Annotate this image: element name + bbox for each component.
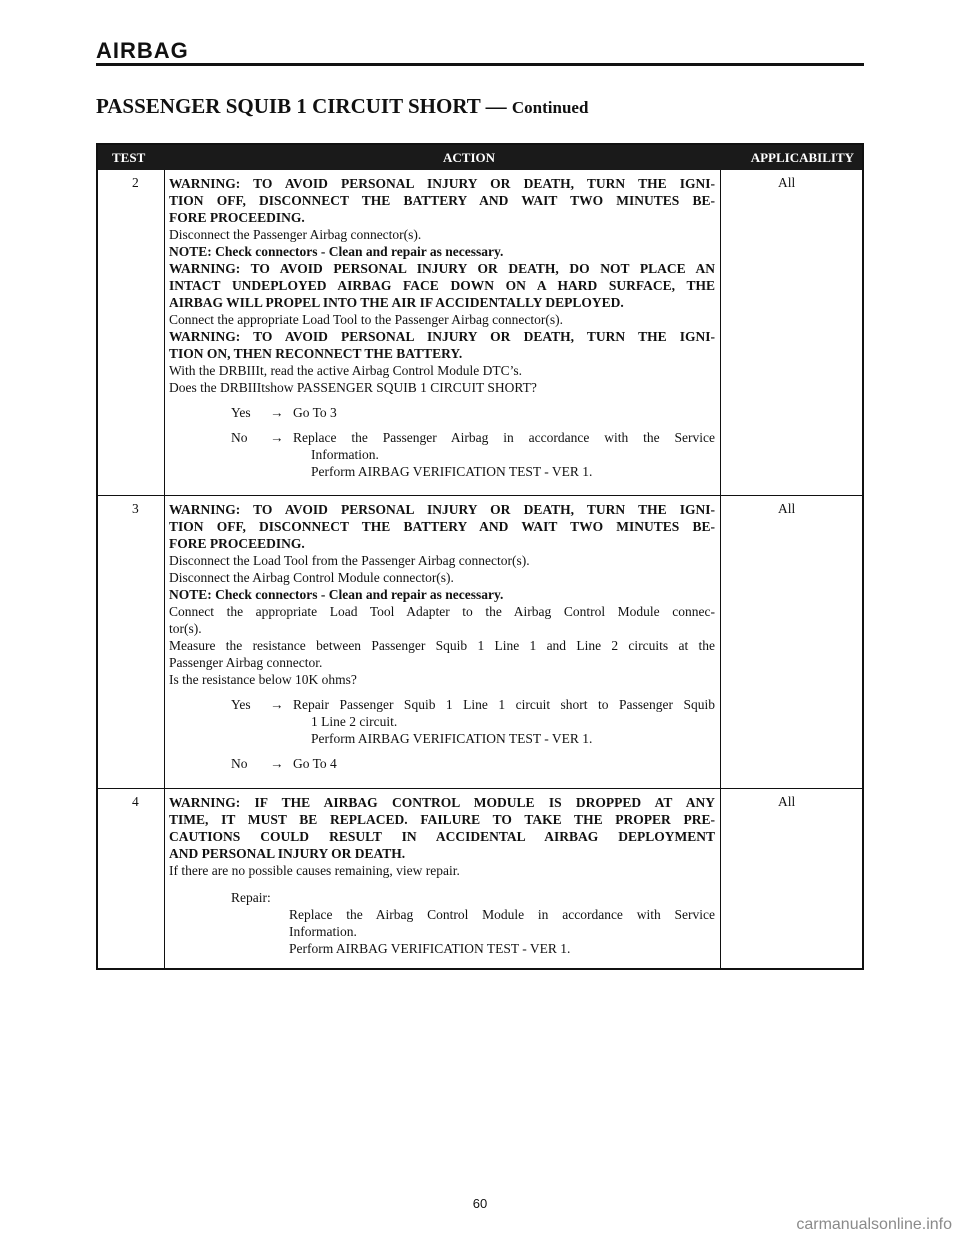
answer-label: No [231,430,248,445]
test-number: 2 [132,175,139,190]
column-divider [164,170,165,968]
answer-option [169,755,715,772]
repair-label: Repair: [231,890,271,905]
answer-result [293,755,715,772]
arrow-icon: → [270,697,284,712]
warning-line: FORE PROCEEDING. [169,210,305,225]
arrow-icon: → [270,756,284,771]
action-text [169,501,715,772]
warning-line: WARNING: IF THE AIRBAG CONTROL MODULE IS DROPPED AT ANY [169,795,715,810]
instruction-line: With the DRBIIIt, read the active Airbag Control Module DTC’s. [169,363,523,378]
arrow-icon: → [270,405,284,420]
instruction-line: Measure the resistance between Passenger Squib 1 Line 1 and Line 2 circuits at the [169,638,715,653]
result-line: Repair Passenger Squib 1 Line 1 circuit short to Passenger Squib [293,697,715,712]
warning-line: TION ON, THEN RECONNECT THE BATTERY. [169,346,463,361]
test-number: 4 [132,794,139,809]
instruction-line: Disconnect the Passenger Airbag connector(s). [169,227,422,242]
watermark: carmanualsonline.info [796,1216,952,1233]
repair-result [289,906,715,957]
row-divider [98,495,862,496]
instruction-line: tor(s). [169,621,202,636]
arrow-icon: → [270,430,284,445]
result-line: Perform AIRBAG VERIFICATION TEST - VER 1. [289,941,571,956]
result-line: Perform AIRBAG VERIFICATION TEST - VER 1. [311,731,593,746]
column-header-applicability: APPLICABILITY [750,150,854,165]
warning-line: WARNING: TO AVOID PERSONAL INJURY OR DEATH, DO NOT PLACE AN [169,261,715,276]
diagnostic-table [96,143,864,970]
header-rule [96,63,864,66]
result-line: Go To 3 [293,405,337,420]
answer-label: Yes [231,405,251,420]
answer-label: Yes [231,697,251,712]
answer-result [293,696,715,747]
warning-line: NOTE: Check connectors - Clean and repair as necessary. [169,244,504,259]
repair-block [169,889,715,957]
result-line: Perform AIRBAG VERIFICATION TEST - VER 1. [311,464,593,479]
action-text [169,794,715,957]
warning-line: WARNING: TO AVOID PERSONAL INJURY OR DEATH, TURN THE IGNI- [169,176,715,191]
column-header-action: ACTION [443,150,496,165]
page-title [96,94,588,119]
answer-option [169,404,715,421]
page-title-text: PASSENGER SQUIB 1 CIRCUIT SHORT — [96,94,507,118]
instruction-line: Does the DRBIIItshow PASSENGER SQUIB 1 CIRCUIT SHORT? [169,380,537,395]
instruction-line: Disconnect the Airbag Control Module connector(s). [169,570,454,585]
column-header-test: TEST [112,150,146,165]
applicability-value: All [778,501,796,516]
warning-line: AIRBAG WILL PROPEL INTO THE AIR IF ACCIDENTALLY DEPLOYED. [169,295,624,310]
instruction-line: Disconnect the Load Tool from the Passenger Airbag connector(s). [169,553,530,568]
applicability-value: All [778,794,796,809]
instruction-line: Connect the appropriate Load Tool Adapter to the Airbag Control Module connec- [169,604,715,619]
page-number: 60 [472,1196,488,1211]
instruction-line: If there are no possible causes remaining, view repair. [169,863,460,878]
table-header [98,145,862,170]
answer-label: No [231,756,248,771]
warning-line: TION OFF, DISCONNECT THE BATTERY AND WAIT TWO MINUTES BE- [169,193,715,208]
warning-line: WARNING: TO AVOID PERSONAL INJURY OR DEATH, TURN THE IGNI- [169,329,715,344]
result-line: 1 Line 2 circuit. [311,714,398,729]
warning-line: FORE PROCEEDING. [169,536,305,551]
column-divider [720,170,721,968]
warning-line: TIME, IT MUST BE REPLACED. FAILURE TO TAKE THE PROPER PRE- [169,812,715,827]
warning-line: TION OFF, DISCONNECT THE BATTERY AND WAIT TWO MINUTES BE- [169,519,715,534]
warning-line: INTACT UNDEPLOYED AIRBAG FACE DOWN ON A HARD SURFACE, THE [169,278,715,293]
result-line: Go To 4 [293,756,337,771]
page-title-continued: Continued [511,98,589,117]
warning-line: AND PERSONAL INJURY OR DEATH. [169,846,406,861]
warning-line: NOTE: Check connectors - Clean and repair as necessary. [169,587,504,602]
warning-line: WARNING: TO AVOID PERSONAL INJURY OR DEATH, TURN THE IGNI- [169,502,715,517]
result-line: Replace the Passenger Airbag in accordance with the Service [293,430,715,445]
action-text [169,175,715,480]
answer-result [293,429,715,480]
test-number: 3 [132,501,139,516]
applicability-value: All [778,175,796,190]
row-divider [98,788,862,789]
instruction-line: Connect the appropriate Load Tool to the Passenger Airbag connector(s). [169,312,563,327]
answer-option [169,696,715,747]
section-title: AIRBAG [96,38,189,63]
answer-option [169,429,715,480]
result-line: Information. [311,447,379,462]
answer-result [293,404,715,421]
warning-line: CAUTIONS COULD RESULT IN ACCIDENTAL AIRBAG DEPLOYMENT [169,829,715,844]
result-line: Information. [289,924,357,939]
result-line: Replace the Airbag Control Module in accordance with Service [289,907,715,922]
instruction-line: Is the resistance below 10K ohms? [169,672,357,687]
instruction-line: Passenger Airbag connector. [169,655,323,670]
